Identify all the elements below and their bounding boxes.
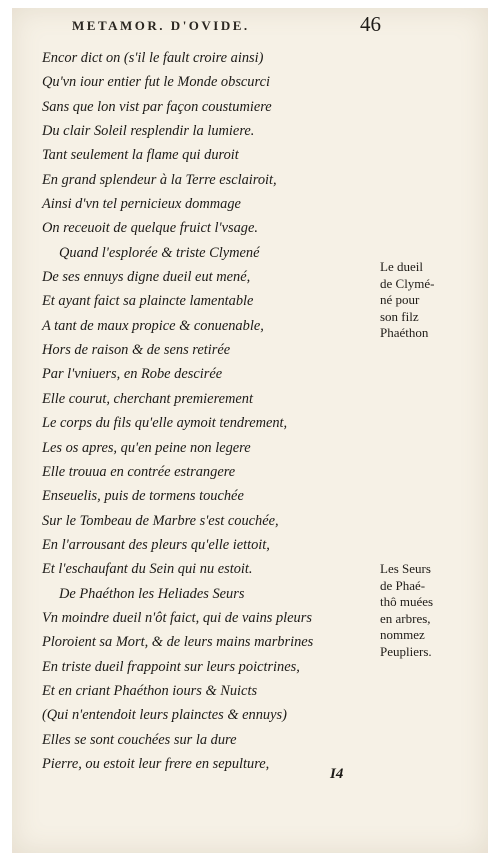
verse-line: Et en criant Phaéthon iours & Nuicts: [42, 682, 258, 699]
verse-line: De Phaéthon les Heliades Seurs: [59, 585, 245, 602]
margin-note-clymene: [380, 259, 480, 342]
verse-line: Vn moindre dueil n'ôt faict, qui de vains pleurs: [42, 609, 312, 626]
verse-line: Elle trouua en contrée estrangere: [42, 463, 236, 480]
verse-line: Elles se sont couchées sur la dure: [42, 731, 237, 748]
verse-line: Les os apres, qu'en peine non legere: [42, 439, 251, 456]
running-head: METAMOR. D'OVIDE.: [72, 18, 250, 33]
verse-line: Et l'eschaufant du Sein qui nu estoit.: [42, 561, 253, 578]
verse-line: Tant seulement la flame qui duroit: [42, 147, 239, 164]
margin-note-line: né pour: [380, 292, 420, 307]
verse-line: Et ayant faict sa plaincte lamentable: [42, 293, 254, 310]
margin-note-line: nommez: [380, 627, 425, 642]
margin-note-line: Phaéthon: [380, 325, 429, 340]
verse-line: Sur le Tombeau de Marbre s'est couchée,: [42, 512, 279, 529]
margin-note-line: de Phaé-: [380, 577, 426, 593]
margin-note-line: Le dueil: [380, 259, 423, 274]
verse-line: A tant de maux propice & conuenable,: [42, 317, 264, 334]
verse-line: Ainsi d'vn tel pernicieux dommage: [42, 196, 241, 213]
verse-line: Du clair Soleil resplendir la lumiere.: [42, 123, 255, 140]
margin-note-line: de Clymé-: [380, 275, 435, 291]
verse-line: Elle courut, cherchant premierement: [42, 390, 253, 407]
verse-line: (Qui n'entendoit leurs plainctes & ennuys): [42, 707, 287, 724]
verse-line: Le corps du fils qu'elle aymoit tendrement,: [42, 415, 288, 432]
verse-line: Par l'vniuers, en Robe descirée: [42, 366, 223, 383]
page-number: 46: [360, 12, 381, 36]
margin-note-line: son filz: [380, 308, 419, 324]
verse-line: Sans que lon vist par façon coustumiere: [42, 98, 272, 115]
verse-line: En triste dueil frappoint sur leurs poictrines,: [42, 658, 300, 675]
verse-line: Ploroient sa Mort, & de leurs mains marbrines: [42, 634, 314, 651]
book-page: [12, 8, 488, 853]
verse-line: Hors de raison & de sens retirée: [42, 342, 231, 359]
verse-text: [42, 46, 372, 776]
margin-note-line: thô muées: [380, 594, 434, 609]
verse-line: En l'arrousant des pleurs qu'elle iettoit,: [42, 536, 270, 553]
margin-note-heliades: [380, 561, 480, 660]
verse-line: Quand l'esplorée & triste Clymené: [59, 244, 260, 261]
verse-line: Enseuelis, puis de tormens touchée: [42, 488, 244, 505]
margin-note-line: Les Seurs: [380, 561, 431, 576]
margin-note-line: Peupliers.: [380, 643, 432, 659]
verse-line: De ses ennuys digne dueil eut mené,: [42, 269, 251, 286]
verse-line: On receuoit de quelque fruict l'vsage.: [42, 220, 258, 237]
margin-note-line: en arbres,: [380, 610, 431, 626]
verse-line: Encor dict on (s'il le fault croire ainsi): [42, 50, 264, 66]
verse-line: Pierre, ou estoit leur frere en sepulture,: [42, 755, 270, 772]
verse-line: Qu'vn iour entier fut le Monde obscurci: [42, 74, 270, 91]
signature-mark: I4: [330, 766, 344, 782]
verse-line: En grand splendeur à la Terre esclairoit,: [42, 171, 277, 188]
